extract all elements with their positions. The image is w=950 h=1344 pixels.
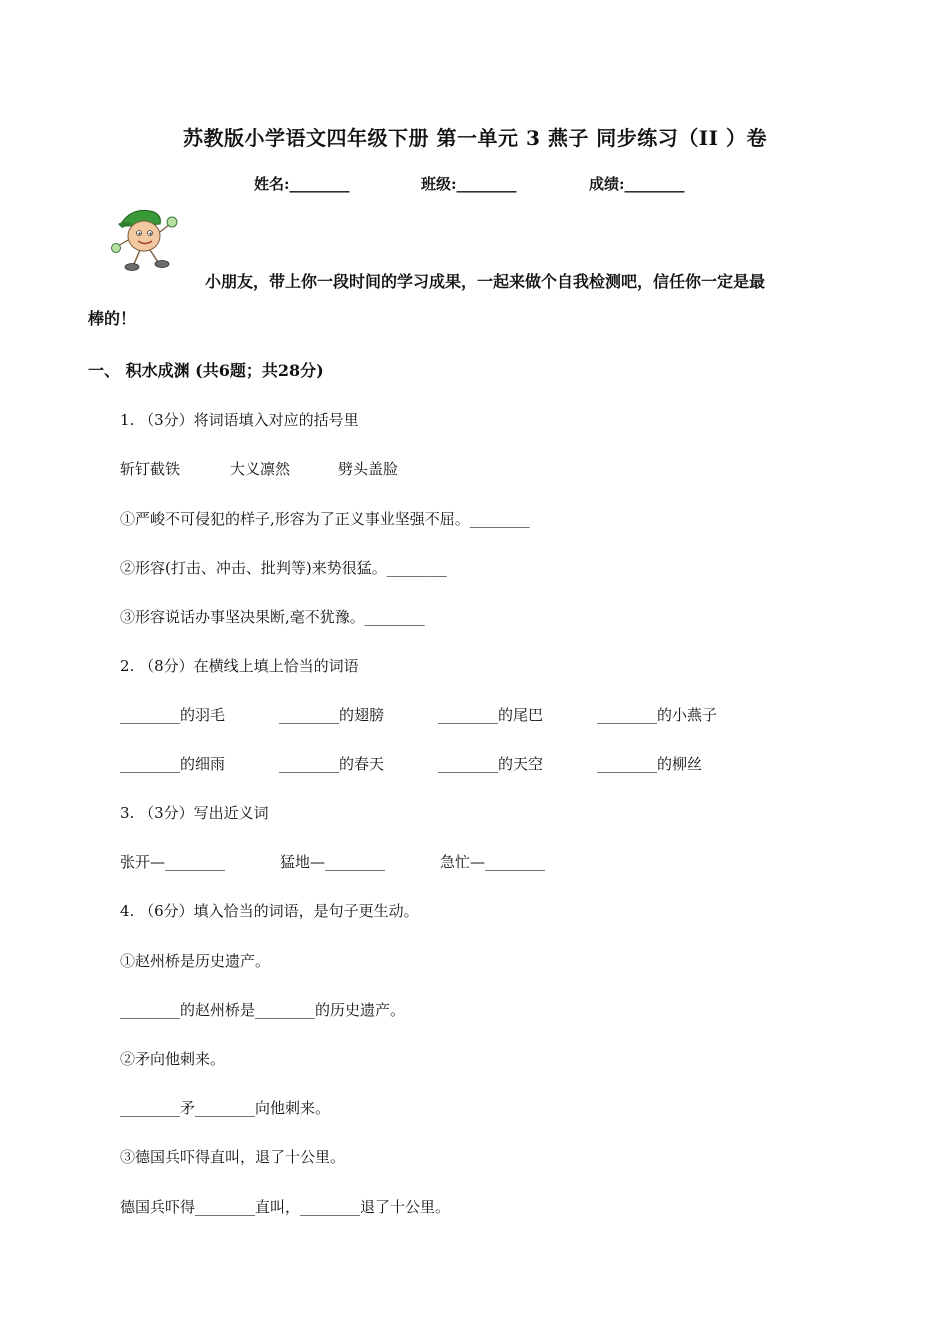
page-title: 苏教版小学语文四年级下册 第一单元 3 燕子 同步练习（II ）卷 <box>183 126 767 150</box>
question-3-stem: 3. （3分）写出近义词 <box>120 804 269 822</box>
question-4-line: ③德国兵吓得直叫，退了十公里。 <box>120 1148 346 1166</box>
fill-blank: ________的小燕子 <box>597 706 718 724</box>
fill-blank: ________的翅膀 <box>279 706 385 724</box>
fill-blank: ________的春天 <box>279 755 385 773</box>
question-4-line: ②矛向他刺来。 <box>120 1050 226 1068</box>
question-4-stem: 4. （6分）填入恰当的词语，是句子更生动。 <box>120 902 419 920</box>
fill-blank: ________的尾巴 <box>438 706 544 724</box>
fill-blank: ________的细雨 <box>120 755 226 773</box>
question-2-stem: 2. （8分）在横线上填上恰当的词语 <box>120 657 359 675</box>
word-option: 劈头盖脸 <box>338 460 399 478</box>
name-field: 姓名:________ <box>254 175 350 193</box>
question-1-stem: 1. （3分）将词语填入对应的括号里 <box>120 411 359 429</box>
section-heading: 一、 积水成渊 (共6题；共28分) <box>88 361 324 380</box>
question-4-line: ________矛________向他刺来。 <box>120 1099 331 1117</box>
question-4-line: ________的赵州桥是________的历史遗产。 <box>120 1001 406 1019</box>
word-option: 大义凛然 <box>230 460 291 478</box>
intro-line-2: 棒的！ <box>88 309 137 328</box>
question-1-item: ③形容说话办事坚决果断,毫不犹豫。________ <box>120 608 425 626</box>
question-1-item: ①严峻不可侵犯的样子,形容为了正义事业坚强不屈。________ <box>120 510 530 528</box>
mascot-illustration <box>108 204 192 274</box>
question-1-item: ②形容(打击、冲击、批判等)来势很猛。________ <box>120 559 447 577</box>
class-field: 班级:________ <box>421 175 517 193</box>
score-field: 成绩:________ <box>589 175 685 193</box>
intro-line-1: 小朋友，带上你一段时间的学习成果，一起来做个自我检测吧，信任你一定是最 <box>205 272 766 291</box>
synonym-blank: 猛地—________ <box>280 853 386 871</box>
synonym-blank: 急忙—________ <box>440 853 546 871</box>
word-option: 斩钉截铁 <box>120 460 181 478</box>
question-4-line: ①赵州桥是历史遗产。 <box>120 952 271 970</box>
synonym-blank: 张开—________ <box>120 853 226 871</box>
fill-blank: ________的柳丝 <box>597 755 703 773</box>
fill-blank: ________的羽毛 <box>120 706 226 724</box>
fill-blank: ________的天空 <box>438 755 544 773</box>
question-4-line: 德国兵吓得________直叫，________退了十公里。 <box>120 1198 451 1216</box>
